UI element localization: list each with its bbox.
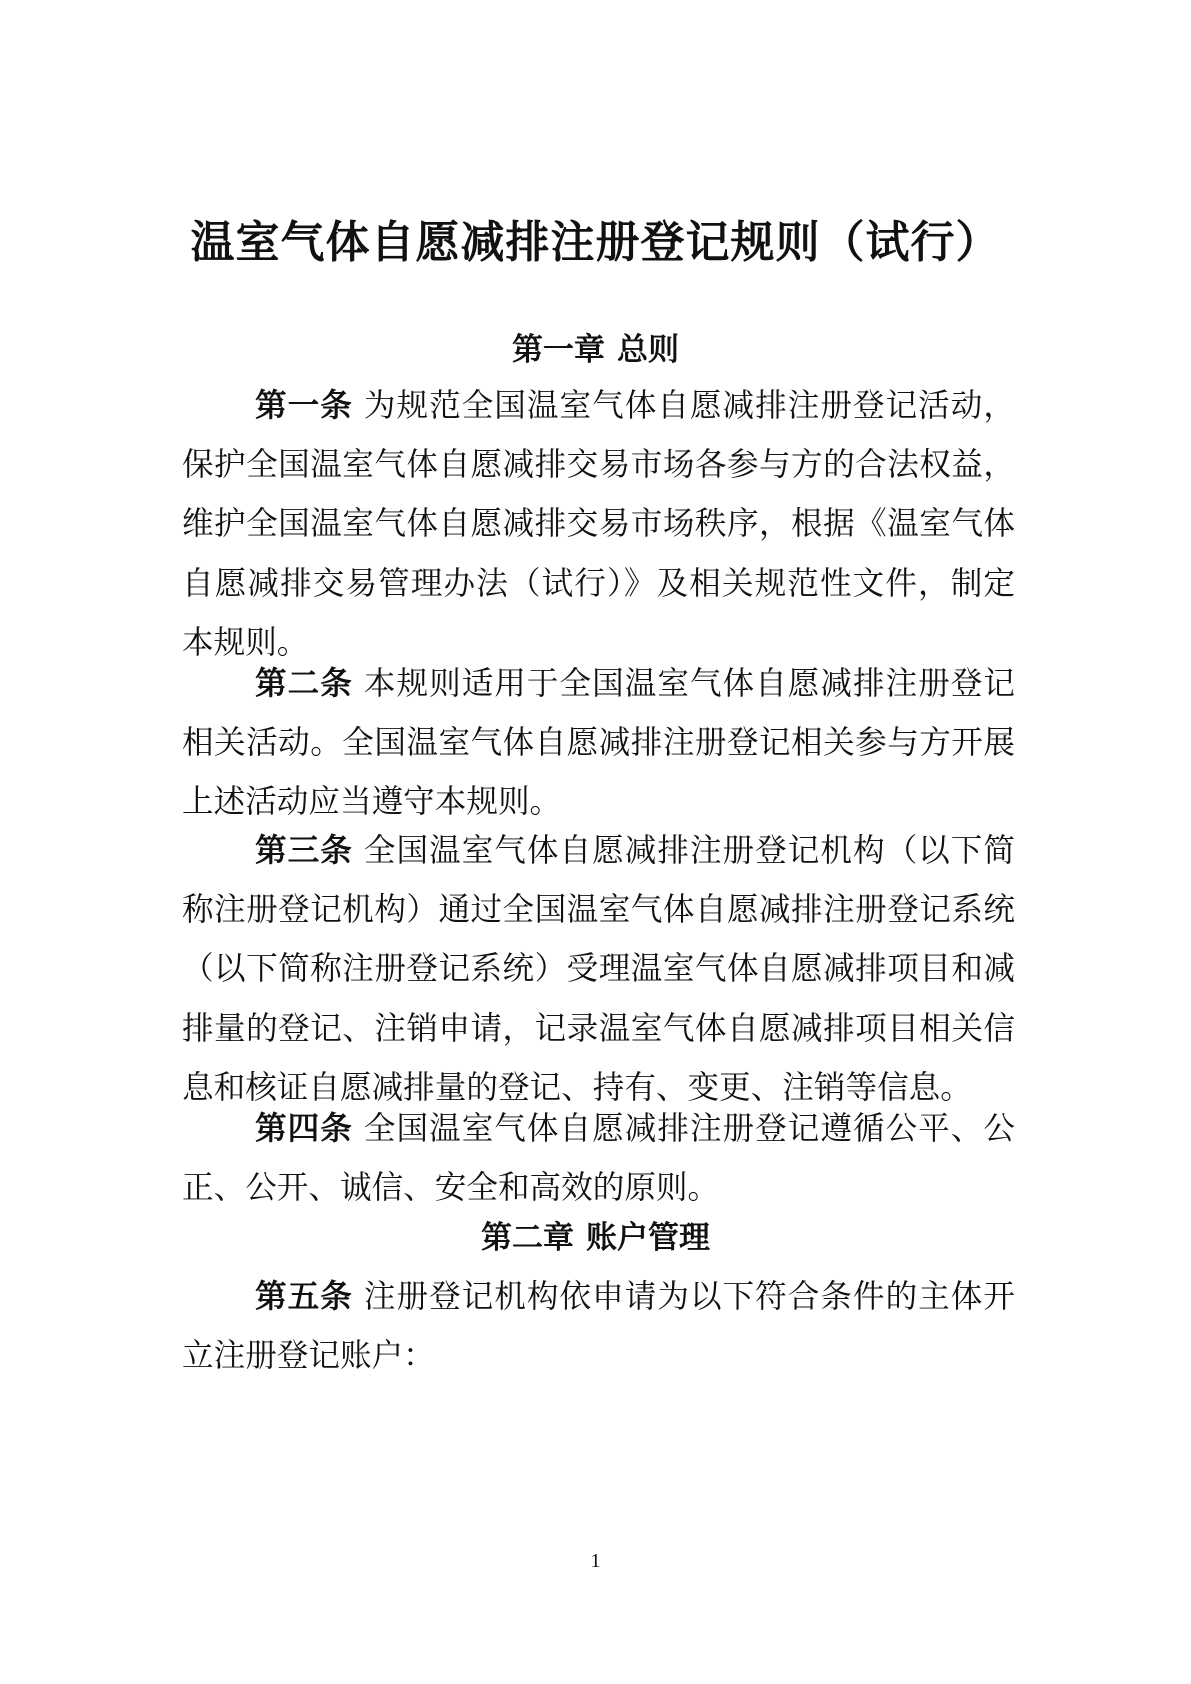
chapter-number: 第一章 xyxy=(512,332,605,368)
chapter-heading-2 xyxy=(0,1216,1191,1260)
article-number: 第二条 xyxy=(254,666,353,702)
article-2 xyxy=(182,655,1015,833)
chapter-name: 总则 xyxy=(617,332,679,368)
article-number: 第五条 xyxy=(254,1279,353,1315)
chapter-heading-1 xyxy=(0,328,1191,372)
article-3 xyxy=(182,822,1015,1118)
chapter-number: 第二章 xyxy=(481,1220,574,1256)
article-number: 第三条 xyxy=(254,833,353,869)
article-number: 第一条 xyxy=(254,388,353,424)
article-text: 全国温室气体自愿减排注册登记机构（以下简称注册登记机构）通过全国温室气体自愿减排注册登记系统（以下简称注册登记系统）受理温室气体自愿减排项目和减排量的登记、注销申请，记录温室气体自愿减排项目相关信息和核证自愿减排量的登记、持有、变更、注销等信息。 xyxy=(182,833,1015,1106)
article-text: 本规则适用于全国温室气体自愿减排注册登记相关活动。全国温室气体自愿减排注册登记相关参与方开展上述活动应当遵守本规则。 xyxy=(182,666,1015,821)
page-number: 1 xyxy=(590,1550,601,1572)
article-1 xyxy=(182,377,1015,673)
document-title: 温室气体自愿减排注册登记规则（试行） xyxy=(190,217,1001,268)
article-5 xyxy=(182,1268,1015,1386)
article-text: 全国温室气体自愿减排注册登记遵循公平、公正、公开、诚信、安全和高效的原则。 xyxy=(182,1111,1015,1207)
article-number: 第四条 xyxy=(254,1111,353,1147)
article-text: 注册登记机构依申请为以下符合条件的主体开立注册登记账户： xyxy=(182,1279,1015,1375)
chapter-name: 账户管理 xyxy=(586,1220,710,1256)
article-text: 为规范全国温室气体自愿减排注册登记活动，保护全国温室气体自愿减排交易市场各参与方的合法权益，维护全国温室气体自愿减排交易市场秩序，根据《温室气体自愿减排交易管理办法（试行）》及相关规范性文件，制定本规则。 xyxy=(182,388,1015,661)
article-4 xyxy=(182,1100,1015,1218)
